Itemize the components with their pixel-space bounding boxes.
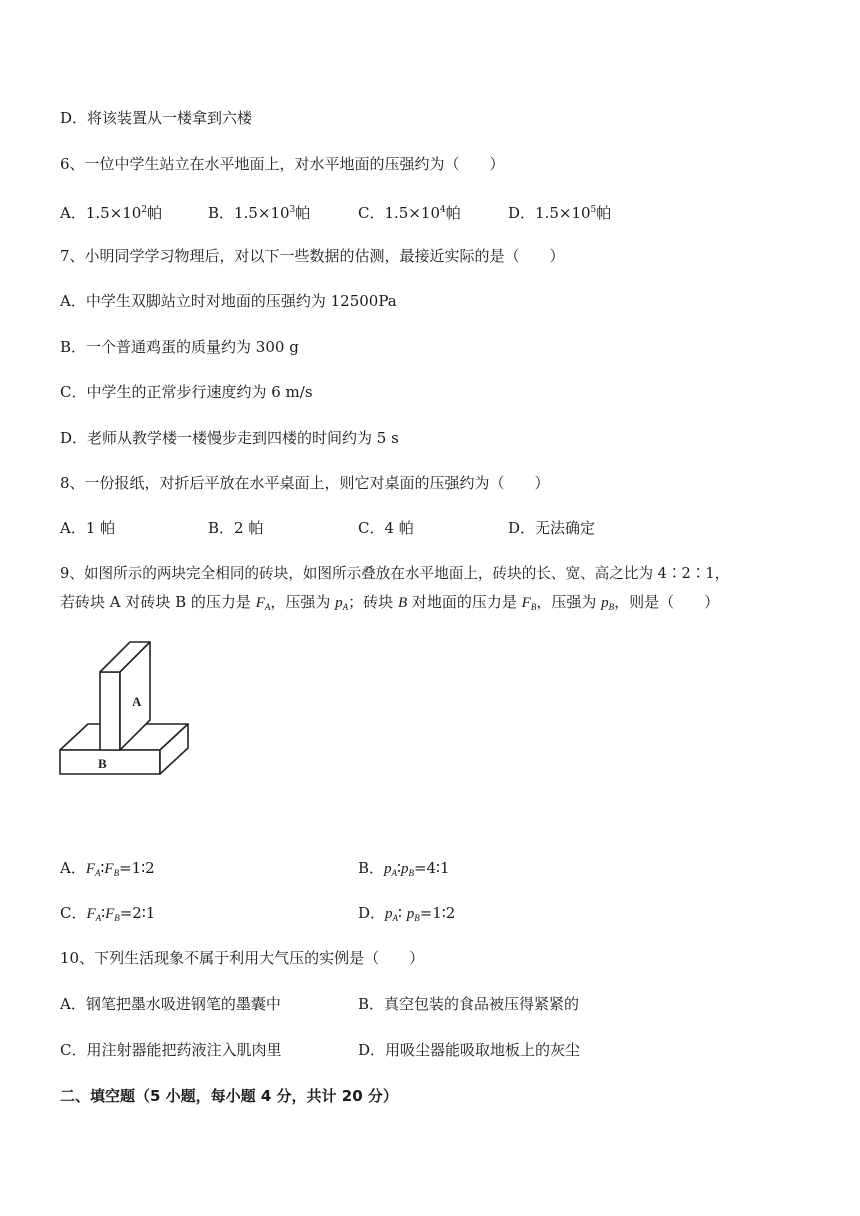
q10-stem: 10、下列生活现象不属于利用大气压的实例是（ ） [60,949,425,967]
q6-option-c: C．$1.5\times 10^4$帕 [358,204,461,222]
q6-stem: 6、一位中学生站立在水平地面上，对水平地面的压强约为（ ） [60,155,505,173]
q10-option-c: C．用注射器能把药液注入肌肉里 [60,1041,282,1059]
q8-option-b: B．2 帕 [208,519,264,537]
q8-option-a: A．1 帕 [60,519,116,537]
section-heading-fill-in: 二、填空题（5 小题，每小题 4 分，共计 20 分） [60,1087,398,1105]
q7-stem: 7、小明同学学习物理后，对以下一些数据的估测，最接近实际的是（ ） [60,247,565,265]
q9-option-a: A．$F_A∶F_B=1∶2$ [60,859,155,878]
q9-option-c: C．$F_A∶F_B=2∶1$ [60,904,156,923]
q10-option-a: A．钢笔把墨水吸进钢笔的墨囊中 [60,995,281,1013]
q10-option-b: B．真空包装的食品被压得紧紧的 [358,995,580,1013]
q7-option-a: A．中学生双脚站立时对地面的压强约为 12500Pa [60,292,397,310]
q9-stem-line2: 若砖块 A 对砖块 B 的压力是 $F_A$，压强为 $p_A$；砖块 B 对地面的压力是 $F_B$，压强为 $p_B$，则是（ ） [60,593,720,612]
q10-option-d: D．用吸尘器能吸取地板上的灰尘 [358,1041,581,1059]
q9-stem-line1: 9、如图所示的两块完全相同的砖块，如图所示叠放在水平地面上，砖块的长、宽、高之比为 4∶2∶1， [60,565,730,582]
q6-option-b: B．$1.5\times 10^3$帕 [208,204,311,222]
brick-b-label: B [98,756,107,771]
q9-option-b: B．$p_A∶p_B=4∶1$ [358,859,450,878]
q6-option-d: D．$1.5\times 10^5$帕 [508,204,612,222]
q8-stem: 8、一份报纸，对折后平放在水平桌面上，则它对桌面的压强约为（ ） [60,474,550,492]
q7-option-d: D．老师从教学楼一楼慢步走到四楼的时间约为 5 s [60,429,399,447]
q8-option-d: D．无法确定 [508,519,596,537]
q7-option-c: C．中学生的正常步行速度约为 6 m/s [60,383,313,401]
brick-stack-figure [58,640,198,780]
q9-option-d: D．$p_A∶$ $p_B=1∶2$ [358,904,456,923]
q5-option-d: D．将该装置从一楼拿到六楼 [60,109,253,127]
q8-option-c: C．4 帕 [358,519,414,537]
q7-option-b: B．一个普通鸡蛋的质量约为 300 g [60,338,299,356]
q6-option-a: A．$1.5\times 10^2$帕 [60,204,163,222]
brick-a-label: A [132,694,142,709]
